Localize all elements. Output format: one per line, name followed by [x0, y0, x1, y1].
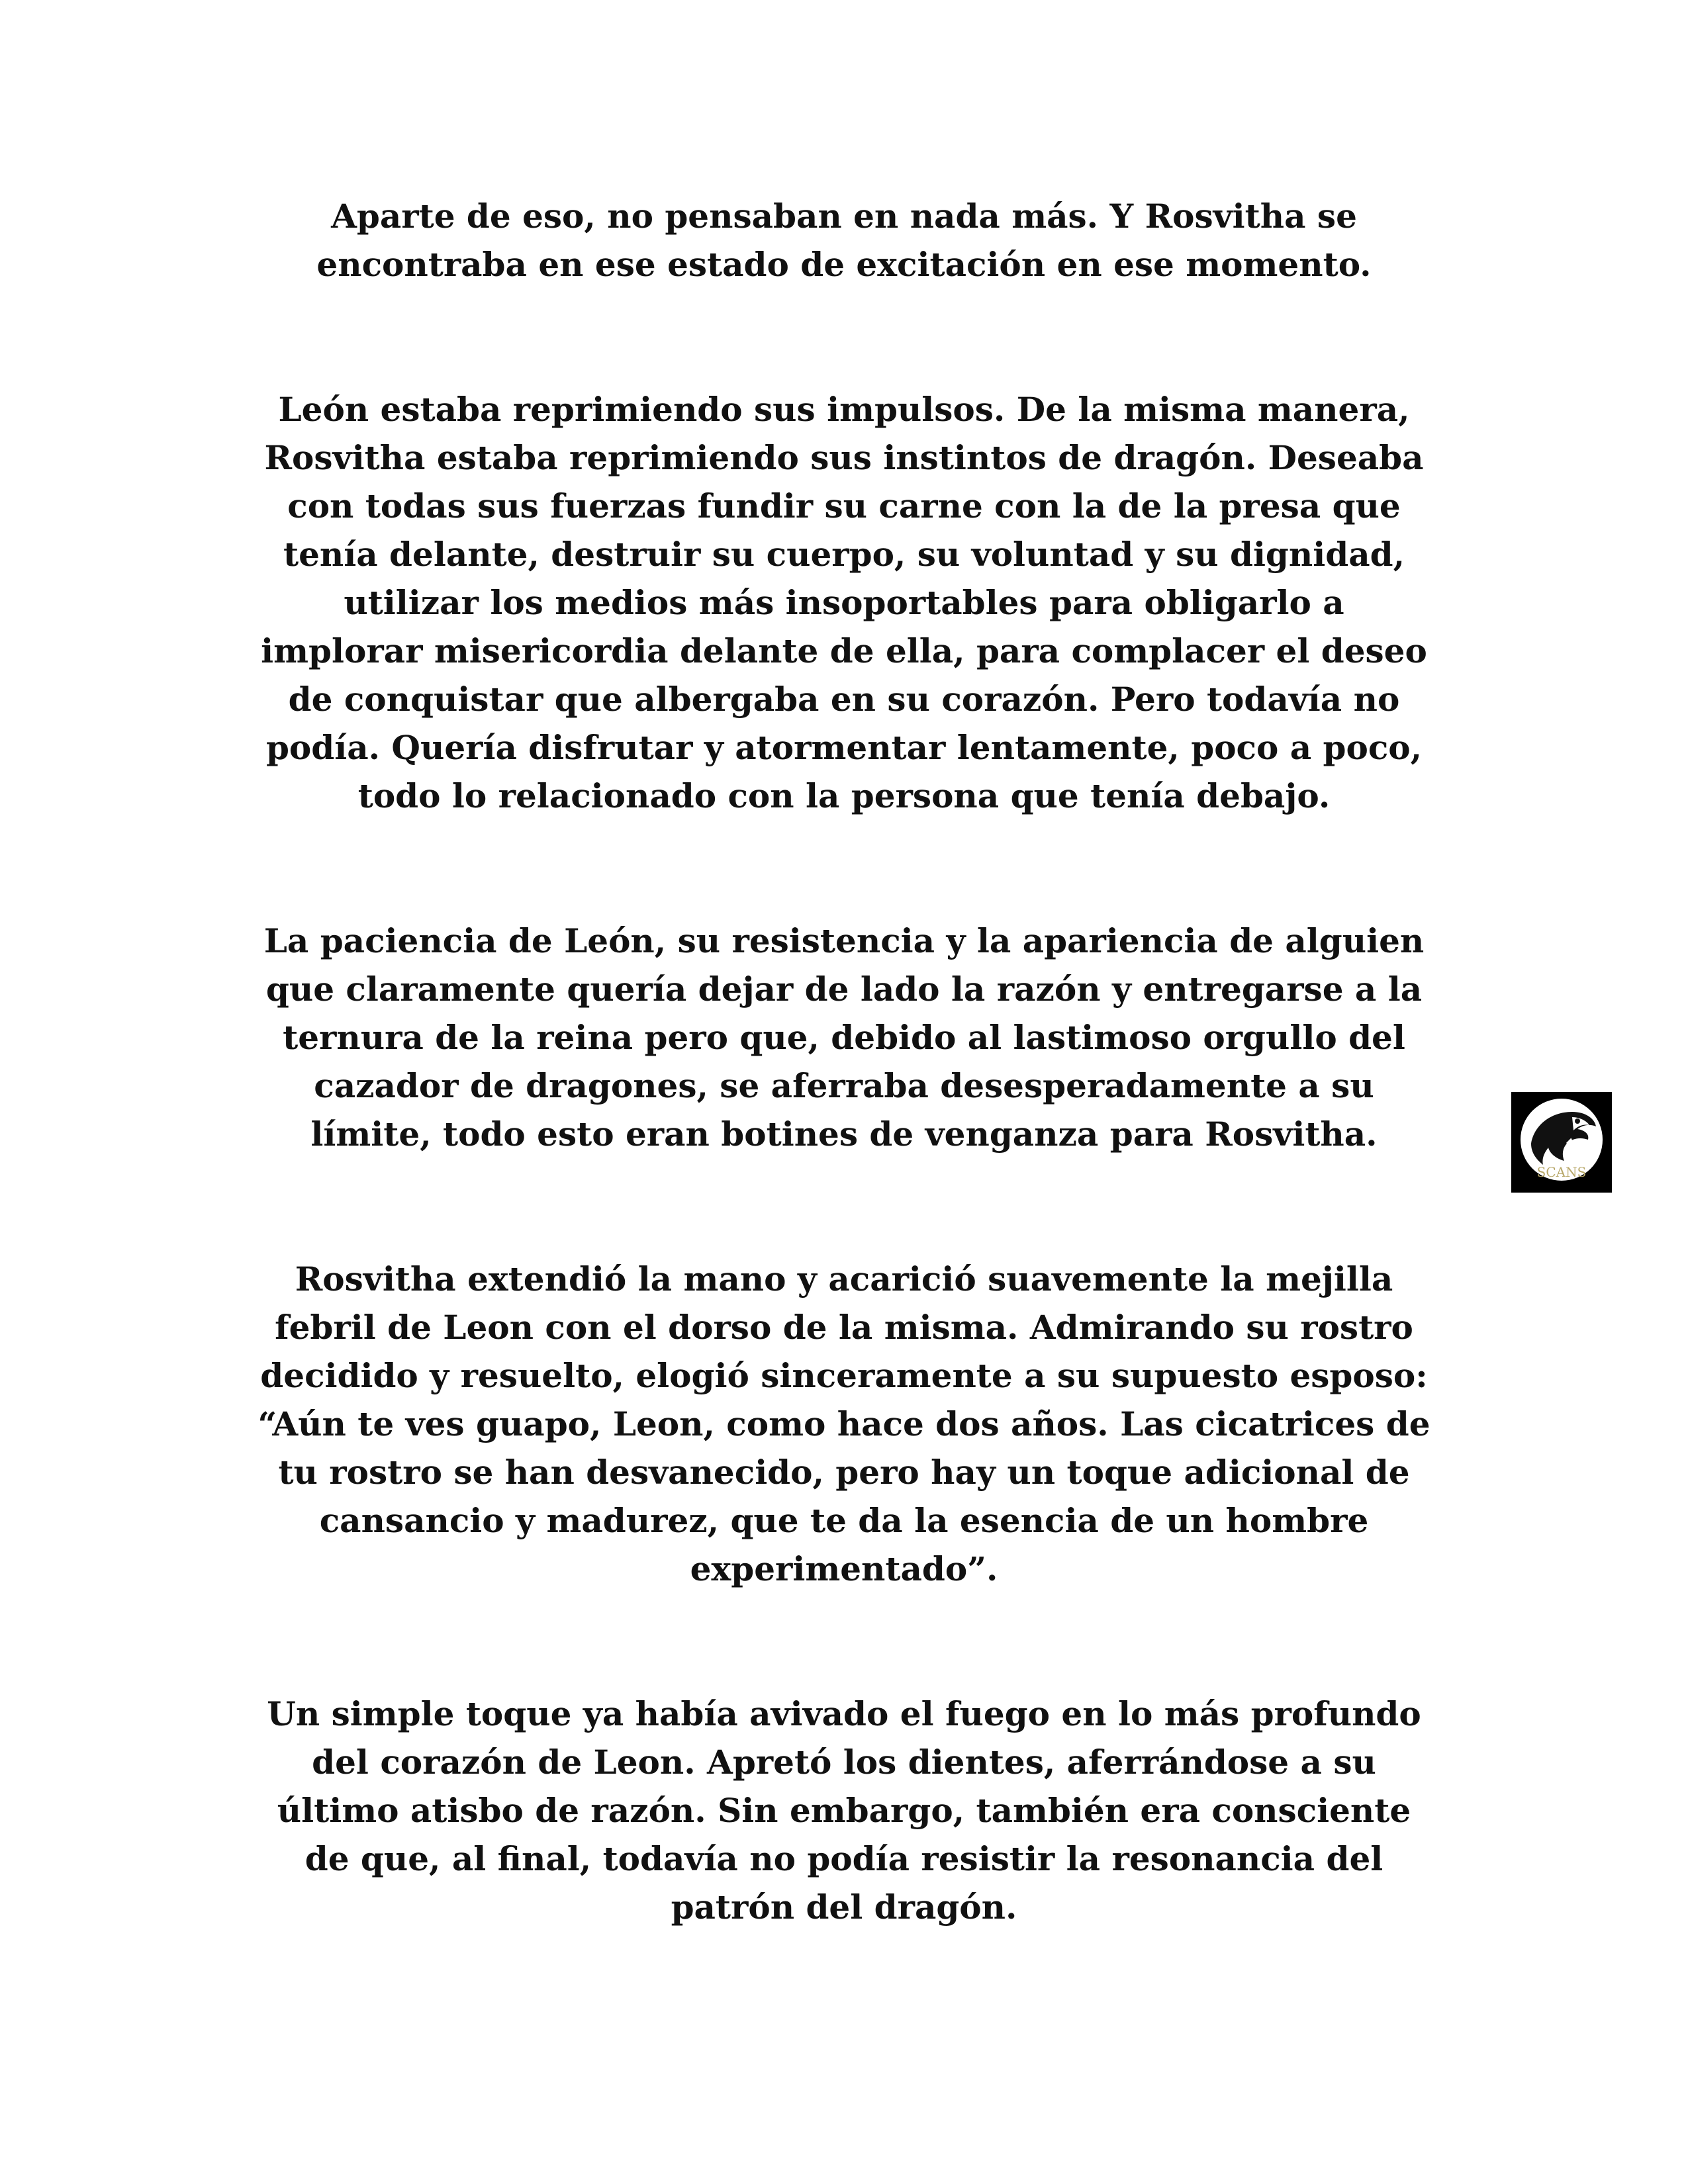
- text-line: último atisbo de razón. Sin embargo, también era consciente: [277, 1791, 1411, 1830]
- text-line: implorar misericordia delante de ella, para complacer el deseo: [261, 631, 1427, 670]
- text-line: que claramente quería dejar de lado la razón y entregarse a la: [265, 970, 1423, 1009]
- text-line: Rosvitha extendió la mano y acarició suavemente la mejilla: [295, 1259, 1393, 1298]
- document-body: [218, 192, 1470, 2028]
- text-line: León estaba reprimiendo sus impulsos. De la misma manera,: [278, 390, 1410, 429]
- text-line: “Aún te ves guapo, Leon, como hace dos años. Las cicatrices de: [258, 1404, 1430, 1443]
- paragraph-3: [218, 917, 1470, 1158]
- text-line: decidido y resuelto, elogió sinceramente a su supuesto esposo:: [260, 1356, 1428, 1395]
- text-line: Aparte de eso, no pensaban en nada más. Y Rosvitha se: [331, 197, 1357, 236]
- dinosaur-logo-icon: [1511, 1092, 1612, 1193]
- text-line: con todas sus fuerzas fundir su carne con la de la presa que: [287, 486, 1401, 525]
- text-line: ternura de la reina pero que, debido al lastimoso orgullo del: [283, 1018, 1405, 1057]
- text-line: experimentado”.: [690, 1549, 998, 1588]
- text-line: cansancio y madurez, que te da la esencia de un hombre: [319, 1501, 1369, 1540]
- text-line: febril de Leon con el dorso de la misma. Admirando su rostro: [275, 1308, 1413, 1347]
- text-line: encontraba en ese estado de excitación en ese momento.: [316, 245, 1372, 284]
- paragraph-1: [218, 192, 1470, 289]
- text-line: Un simple toque ya había avivado el fuego en lo más profundo: [267, 1694, 1421, 1733]
- text-line: patrón del dragón.: [671, 1888, 1017, 1927]
- text-line: todo lo relacionado con la persona que tenía debajo.: [357, 776, 1331, 815]
- text-line: utilizar los medios más insoportables para obligarlo a: [344, 583, 1344, 622]
- scans-watermark-logo: [1511, 1092, 1612, 1193]
- paragraph-2: [218, 385, 1470, 820]
- text-line: tenía delante, destruir su cuerpo, su voluntad y su dignidad,: [283, 535, 1405, 574]
- text-line: de que, al final, todavía no podía resistir la resonancia del: [305, 1839, 1383, 1878]
- paragraph-4: [218, 1255, 1470, 1593]
- text-line: tu rostro se han desvanecido, pero hay un toque adicional de: [278, 1453, 1410, 1492]
- logo-text: SCANS: [1536, 1164, 1587, 1180]
- paragraph-5: [218, 1690, 1470, 1931]
- text-line: La paciencia de León, su resistencia y la apariencia de alguien: [263, 921, 1425, 960]
- text-line: del corazón de Leon. Apretó los dientes, aferrándose a su: [312, 1743, 1376, 1782]
- text-line: límite, todo esto eran botines de venganza para Rosvitha.: [310, 1115, 1378, 1154]
- text-line: Rosvitha estaba reprimiendo sus instintos de dragón. Deseaba: [264, 438, 1424, 477]
- text-line: podía. Quería disfrutar y atormentar lentamente, poco a poco,: [265, 728, 1423, 767]
- dinosaur-eye: [1575, 1118, 1580, 1124]
- text-line: de conquistar que albergaba en su corazón. Pero todavía no: [288, 680, 1400, 719]
- text-line: cazador de dragones, se aferraba desesperadamente a su: [314, 1066, 1374, 1105]
